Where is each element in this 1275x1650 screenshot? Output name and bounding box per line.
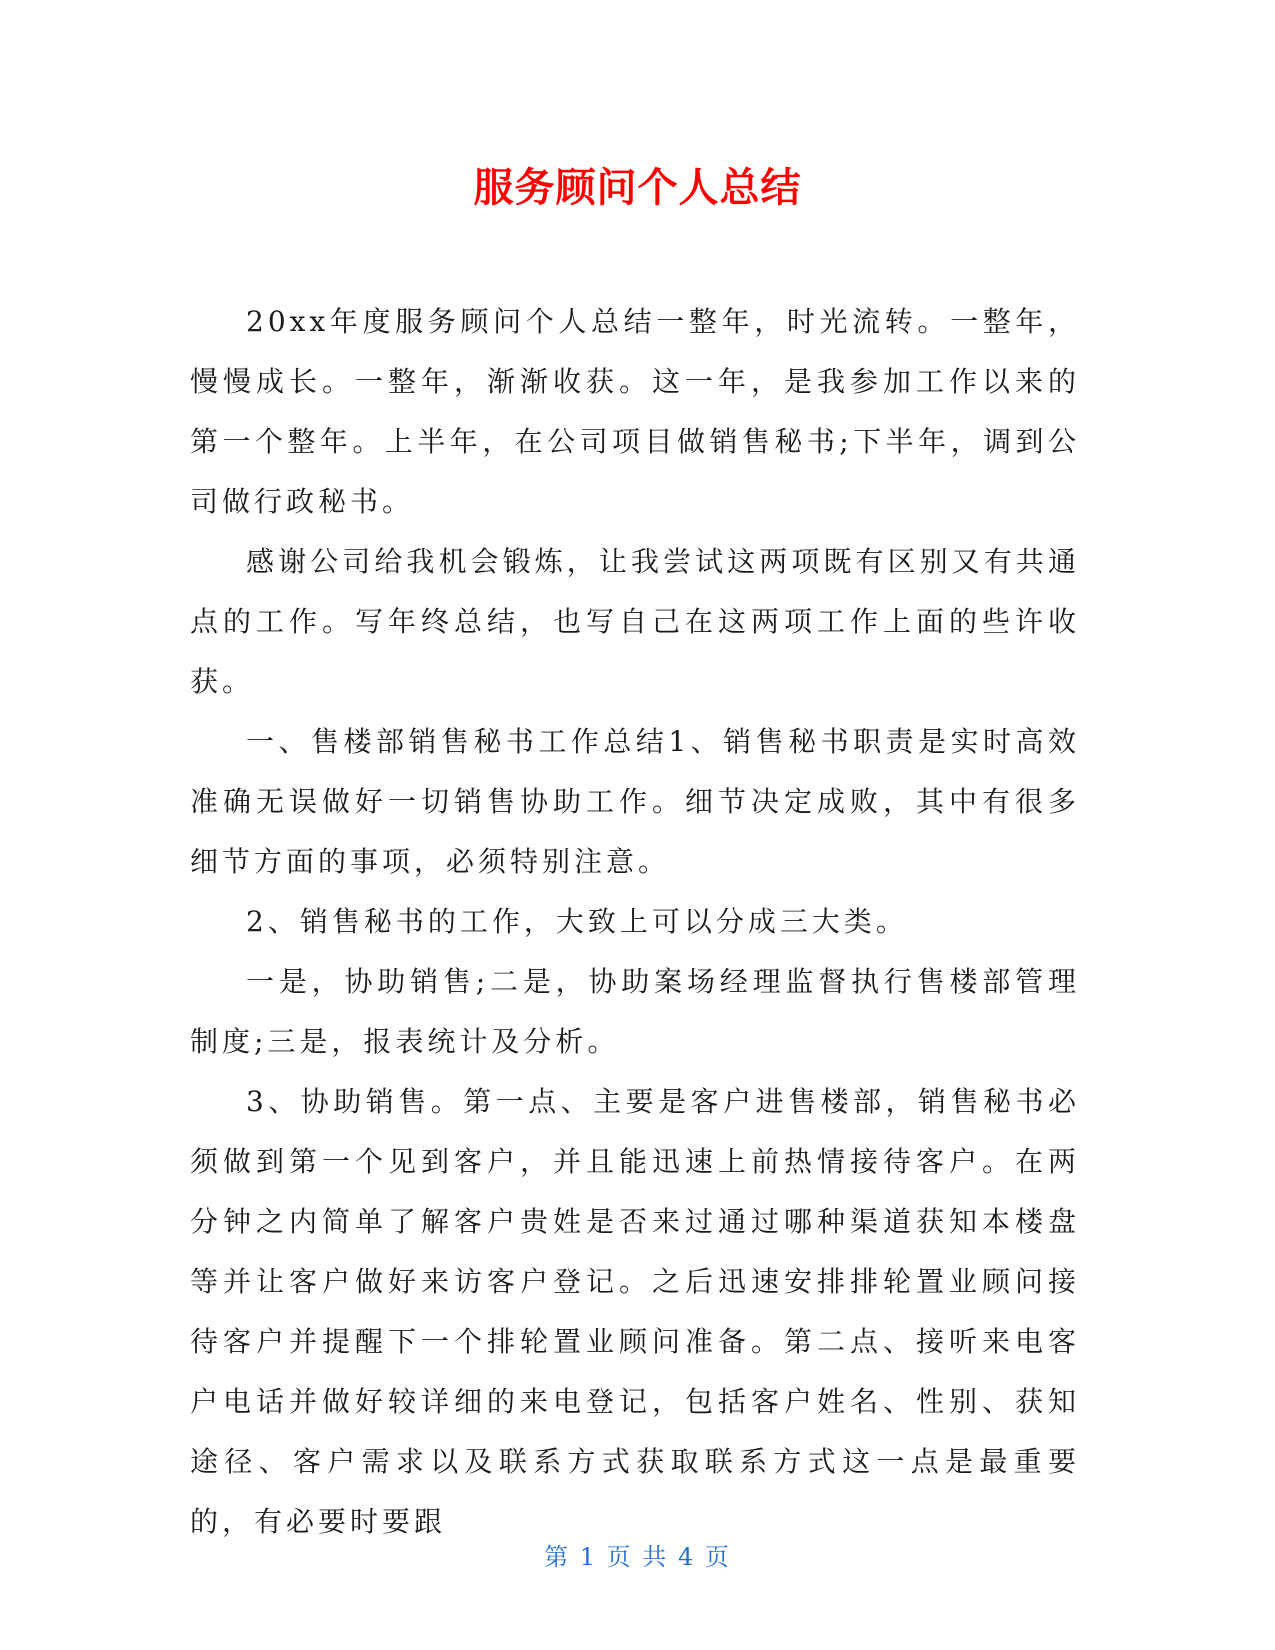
paragraph-point-two: 2、销售秘书的工作，大致上可以分成三大类。 <box>246 905 908 938</box>
paragraph-three-categories: 一是，协助销售;二是，协助案场经理监督执行售楼部管理制度;三是，报表统计及分析。 <box>190 965 1080 1058</box>
paragraph-section-one: 一、售楼部销售秘书工作总结1、销售秘书职责是实时高效准确无误做好一切销售协助工作。细节决定成败，其中有很多细节方面的事项，必须特别注意。 <box>190 725 1080 878</box>
paragraph-point-three: 3、协助销售。第一点、主要是客户进售楼部，销售秘书必须做到第一个见到客户，并且能迅速上前热情接待客户。在两分钟之内简单了解客户贵姓是否来过通过哪种渠道获知本楼盘等并让客户做好来访客户登记。之后迅速安排排轮置业顾问接待客户并提醒下一个排轮置业顾问准备。第二点、接听来电客户电话并做好较详细的来电登记，包括客户姓名、性别、获知途径、客户需求以及联系方式获取联系方式这一点是最重要的，有必要时要跟 <box>190 1085 1080 1538</box>
document-title: 服务顾问个人总结 <box>473 165 802 211</box>
paragraph-thanks: 感谢公司给我机会锻炼，让我尝试这两项既有区别又有共通点的工作。写年终总结，也写自己在这两项工作上面的些许收获。 <box>190 545 1080 698</box>
paragraph-intro: 20xx年度服务顾问个人总结一整年，时光流转。一整年，慢慢成长。一整年，渐渐收获。这一年，是我参加工作以来的第一个整年。上半年，在公司项目做销售秘书;下半年，调到公司做行政秘书。 <box>190 305 1080 518</box>
document-body <box>190 292 1080 1552</box>
page-number-footer: 第 1 页 共 4 页 <box>544 1543 731 1571</box>
